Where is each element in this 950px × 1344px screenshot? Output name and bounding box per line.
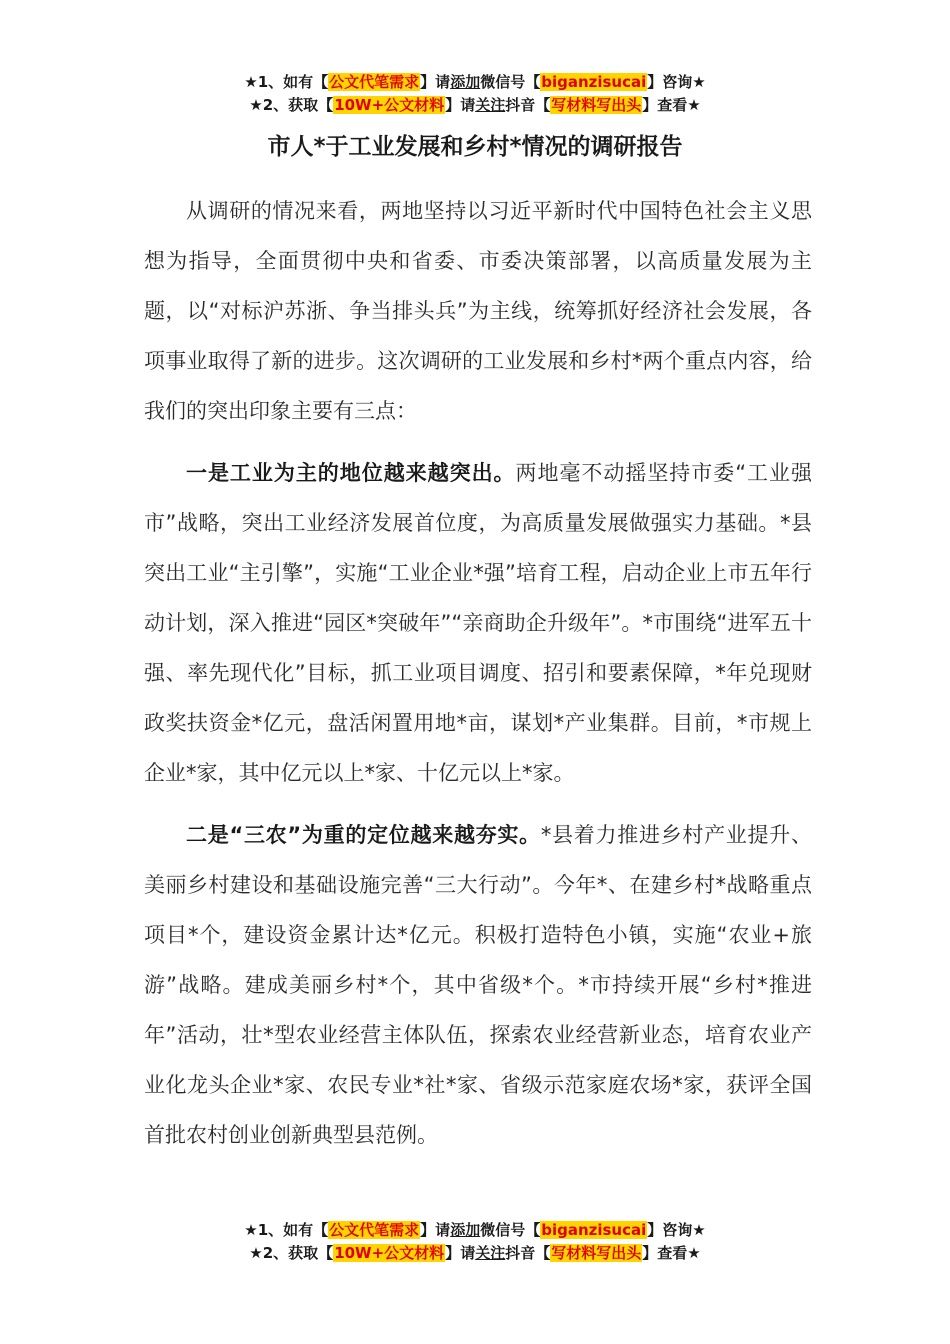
promo-line-1: ★1、如有【公文代笔需求】请添加微信号【biganzisucai】咨询★ xyxy=(244,1221,706,1239)
promo-wechat-id: biganzisucai xyxy=(541,1221,647,1239)
promo-underline: 关注 xyxy=(475,96,506,114)
point-one-paragraph xyxy=(144,448,812,798)
promo-line-2: ★2、获取【10W+公文材料】请关注抖音【写材料写出头】查看★ xyxy=(249,1244,701,1262)
promo-highlight: 10W+公文材料 xyxy=(334,96,445,114)
promo-highlight: 10W+公文材料 xyxy=(334,1244,445,1262)
promo-douyin-id: 写材料写出头 xyxy=(551,1244,642,1262)
intro-paragraph: 从调研的情况来看，两地坚持以习近平新时代中国特色社会主义思想为指导，全面贯彻中央和省委、市委决策部署，以高质量发展为主题，以“对标沪苏浙、争当排头兵”为主线，统筹抓好经济社会发展，各项事业取得了新的进步。这次调研的工业发展和乡村*两个重点内容，给我们的突出印象主要有三点： xyxy=(144,199,812,423)
promo-wechat-id: biganzisucai xyxy=(541,73,647,91)
promo-banner-bottom xyxy=(0,1219,950,1265)
promo-underline: 添加 xyxy=(450,73,481,91)
promo-underline: 添加 xyxy=(450,1221,481,1239)
promo-underline: 关注 xyxy=(475,1244,506,1262)
point-two-paragraph xyxy=(144,810,812,1160)
promo-highlight: 公文代笔需求 xyxy=(329,73,420,91)
promo-banner-top xyxy=(0,71,950,117)
document-body xyxy=(144,186,812,1160)
promo-douyin-id: 写材料写出头 xyxy=(551,96,642,114)
point-two-lead: 二是“三农”为重的定位越来越夯实。 xyxy=(186,823,541,847)
promo-line-1: ★1、如有【公文代笔需求】请添加微信号【biganzisucai】咨询★ xyxy=(244,73,706,91)
point-one-lead: 一是工业为主的地位越来越突出。 xyxy=(186,461,516,485)
document-title: 市人*于工业发展和乡村*情况的调研报告 xyxy=(267,134,683,160)
point-one-text: 两地毫不动摇坚持市委“工业强市”战略，突出工业经济发展首位度，为高质量发展做强实力基础。*县突出工业“主引擎”，实施“工业企业*强”培育工程，启动企业上市五年行动计划，深入推进“园区*突破年”“亲商助企升级年”。*市围绕“进军五十强、率先现代化”目标，抓工业项目调度、招引和要素保障，*年兑现财政奖扶资金*亿元，盘活闲置用地*亩，谋划*产业集群。目前，*市规上企业*家，其中亿元以上*家、十亿元以上*家。 xyxy=(144,461,812,785)
promo-highlight: 公文代笔需求 xyxy=(329,1221,420,1239)
promo-line-2: ★2、获取【10W+公文材料】请关注抖音【写材料写出头】查看★ xyxy=(249,96,701,114)
point-two-text: *县着力推进乡村产业提升、美丽乡村建设和基础设施完善“三大行动”。今年*、在建乡村*战略重点项目*个，建设资金累计达*亿元。积极打造特色小镇，实施“农业+旅游”战略。建成美丽乡村*个，其中省级*个。*市持续开展“乡村*推进年”活动，壮*型农业经营主体队伍，探索农业经营新业态，培育农业产业化龙头企业*家、农民专业*社*家、省级示范家庭农场*家，获评全国首批农村创业创新典型县范例。 xyxy=(144,823,813,1147)
